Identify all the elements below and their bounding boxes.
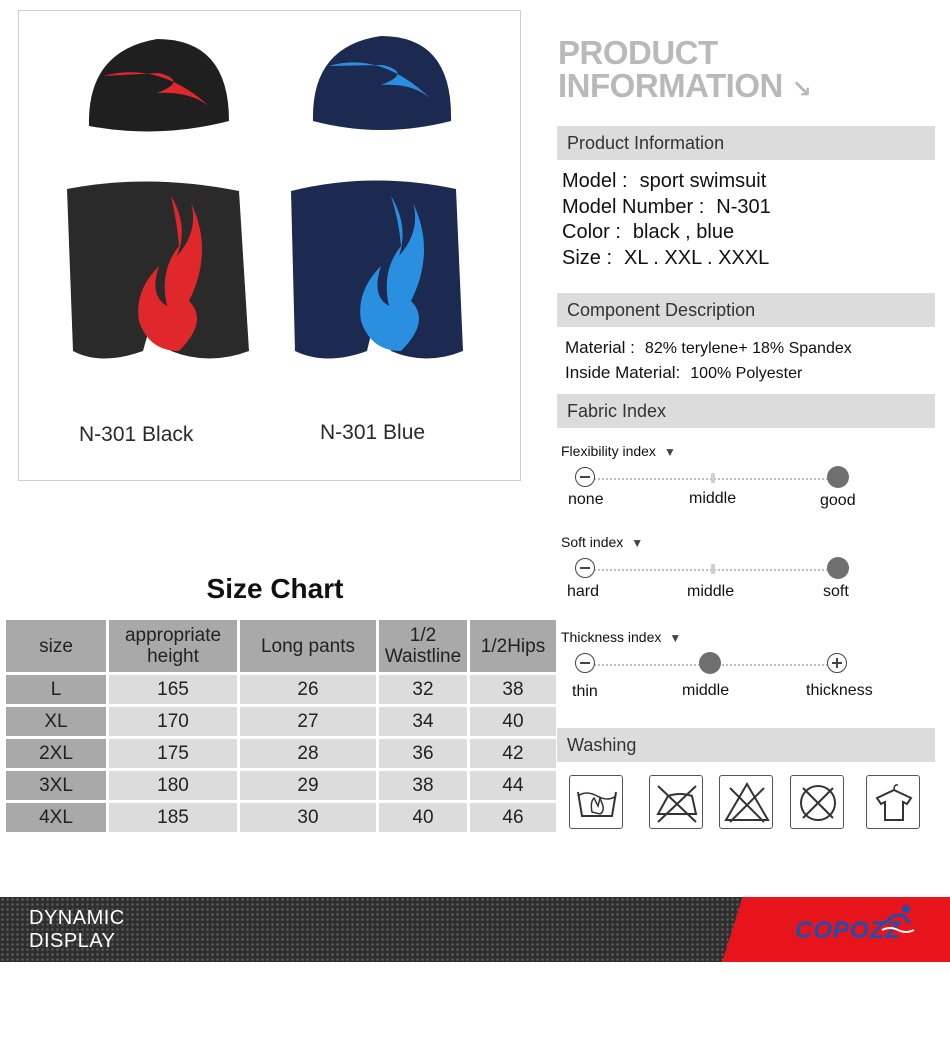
cell-hips: 42 [470,739,556,768]
heading-line-1: PRODUCT [558,34,718,71]
triangle-down-icon: ▼ [631,536,644,550]
soft-label-soft: soft [823,583,849,600]
cell-long-pants: 29 [240,771,376,800]
header-size: size [6,620,106,672]
cell-size: 2XL [6,739,106,768]
do-not-bleach-icon [719,775,773,829]
thickness-index-scale [575,653,850,677]
cell-height: 175 [109,739,237,768]
component-description-bar: Component Description [557,293,935,327]
black-swim-cap [89,39,229,131]
cell-hips: 44 [470,771,556,800]
middle-tick [711,564,715,574]
thickness-label-thickness: thickness [806,682,873,699]
spec-color: Color : black , blue [562,221,735,243]
cell-waistline: 38 [379,771,467,800]
triangle-down-icon: ▼ [663,445,676,459]
header-appropriate-height: appropriate height [109,620,237,672]
thickness-label-middle: middle [682,682,730,699]
selected-dot-soft [827,557,849,579]
thickness-label-thin: thin [572,683,598,700]
cell-waistline: 40 [379,803,467,832]
minus-circle-icon [575,558,595,578]
soft-index-scale [575,558,850,582]
do-not-iron-icon [649,775,703,829]
flexibility-label-good: good [820,492,856,509]
washing-bar: Washing [557,728,935,762]
minus-circle-icon [575,653,595,673]
hand-wash-icon [569,775,623,829]
spec-model: Model : sport swimsuit [562,170,767,192]
product-information-bar: Product Information [557,126,935,160]
soft-label-hard: hard [567,583,600,600]
triangle-down-icon: ▼ [669,631,682,645]
cell-waistline: 36 [379,739,467,768]
cell-long-pants: 27 [240,707,376,736]
table-row [6,803,556,832]
cell-waistline: 34 [379,707,467,736]
plus-circle-icon [827,653,847,673]
product-caption-blue: N-301 Blue [320,421,426,444]
cell-hips: 38 [470,675,556,704]
flexibility-index-scale [575,467,850,491]
cell-long-pants: 26 [240,675,376,704]
cell-height: 170 [109,707,237,736]
swimmer-logo-icon [880,902,916,936]
cell-long-pants: 30 [240,803,376,832]
cell-height: 180 [109,771,237,800]
header-half-waistline: 1/2 Waistline [379,620,467,672]
black-swim-set-image [39,21,269,391]
table-row [6,739,556,768]
banner-title: DYNAMIC DISPLAY [29,907,125,952]
cell-size: L [6,675,106,704]
size-chart-title: Size Chart [206,573,344,604]
fabric-index-bar: Fabric Index [557,394,935,428]
minus-circle-icon [575,467,595,487]
header-half-hips: 1/2Hips [470,620,556,672]
cell-hips: 46 [470,803,556,832]
table-row [6,707,556,736]
selected-dot-good [827,466,849,488]
blue-swim-set-image [281,21,511,391]
size-chart-header-row [6,620,556,672]
arrow-down-right-icon: ↘ [791,76,812,103]
cell-height: 165 [109,675,237,704]
product-photo-card [18,10,521,481]
middle-tick [711,473,715,483]
thickness-index-title: Thickness index ▼ [561,629,682,645]
flexibility-index-title: Flexibility index ▼ [561,443,676,459]
flexibility-label-middle: middle [689,490,737,507]
cell-size: 3XL [6,771,106,800]
cell-height: 185 [109,803,237,832]
product-caption-black: N-301 Black [79,423,194,446]
cell-size: XL [6,707,106,736]
flexibility-label-none: none [568,491,604,508]
component-material: Material : 82% terylene+ 18% Spandex [565,338,852,357]
heading-line-2: INFORMATION ↘ [558,67,812,104]
header-long-pants: Long pants [240,620,376,672]
table-row [6,771,556,800]
cell-hips: 40 [470,707,556,736]
hang-dry-icon [866,775,920,829]
soft-index-title: Soft index ▼ [561,534,644,550]
spec-size: Size : XL . XXL . XXXL [562,247,770,269]
brand-logo: COPOZZ [795,917,901,944]
soft-label-middle: middle [687,583,735,600]
spec-model-number: Model Number : N-301 [562,196,771,218]
blue-swim-cap [313,36,451,130]
product-information-heading [558,36,811,106]
table-row [6,675,556,704]
selected-dot-middle [699,652,721,674]
do-not-dry-clean-icon [790,775,844,829]
cell-waistline: 32 [379,675,467,704]
cell-size: 4XL [6,803,106,832]
size-chart-table [3,617,559,835]
component-inside-material: Inside Material: 100% Polyester [565,363,803,382]
cell-long-pants: 28 [240,739,376,768]
